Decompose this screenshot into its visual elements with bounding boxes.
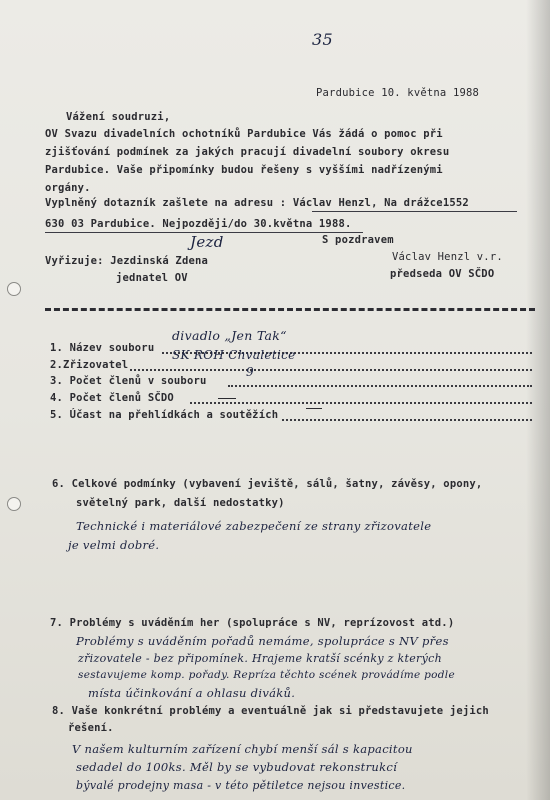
address-underline-1 — [312, 211, 517, 212]
question-6-line-1: 6. Celkové podmínky (vybavení jeviště, sálů, šatny, závěsy, opony, — [52, 478, 483, 490]
question-2-answer: SK ROH Chvaletice — [172, 348, 296, 362]
question-8-answer-1: V našem kulturním zařízení chybí menší sál s kapacitou — [72, 742, 413, 756]
punch-hole-top — [7, 282, 21, 296]
intro-line-2: zjišťování podmínek za jakých pracují divadelní soubory okresu — [45, 146, 450, 158]
question-7-answer-2: zřizovatele - bez připomínek. Hrajeme kratší scénky z kterých — [78, 652, 442, 665]
intro-line-1: OV Svazu divadelních ochotníků Pardubice Vás žádá o pomoc při — [45, 128, 443, 140]
question-3-dots — [228, 385, 532, 387]
return-line-1: Vyplněný dotazník zašlete na adresu : Václav Henzl, Na drážce1552 — [45, 197, 469, 209]
page-edge-shadow — [526, 0, 550, 800]
separator-line — [45, 308, 535, 311]
place-date: Pardubice 10. května 1988 — [316, 87, 480, 99]
question-3-answer: 9 — [246, 365, 254, 379]
question-3-label: 3. Počet členů v souboru — [50, 375, 207, 387]
question-6-line-2: světelný park, další nedostatky) — [76, 497, 285, 509]
question-7-answer-4: místa účinkování a ohlasu diváků. — [88, 686, 296, 700]
question-4-dash — [218, 398, 236, 399]
contact-left-role: jednatel OV — [116, 272, 188, 284]
question-2-dots — [130, 369, 532, 371]
salutation: Vážení soudruzi, — [66, 111, 171, 123]
contact-right-role: předseda OV SČDO — [390, 268, 495, 280]
question-8-line-1: 8. Vaše konkrétní problémy a eventuálně jak si představujete jejich — [52, 705, 489, 717]
question-2-label: 2.Zřizovatel — [50, 359, 129, 371]
intro-line-3: Pardubice. Vaše připomínky budou řešeny s vyššími nadřízenými — [45, 164, 443, 176]
question-4-label: 4. Počet členů SČDO — [50, 392, 174, 404]
question-6-answer-2: je velmi dobré. — [68, 538, 160, 552]
contact-right-name: Václav Henzl v.r. — [392, 251, 503, 263]
question-7-answer-1: Problémy s uváděním pořadů nemáme, spolupráce s NV přes — [76, 634, 449, 648]
closing: S pozdravem — [322, 234, 394, 246]
contact-left-label: Vyřizuje: Jezdinská Zdena — [45, 255, 209, 267]
question-7-answer-3: sestavujeme komp. pořady. Repríza těchto scének provádíme podle — [78, 669, 455, 681]
question-4-dots — [190, 402, 532, 404]
question-8-line-2: řešení. — [68, 722, 114, 734]
question-5-dots — [282, 419, 532, 421]
question-7-label: 7. Problémy s uváděním her (spolupráce s NV, reprízovost atd.) — [50, 617, 455, 629]
question-6-answer-1: Technické i materiálové zabezpečení ze strany zřizovatele — [76, 519, 432, 533]
return-line-2: 630 03 Pardubice. Nejpozději/do 30.května 1988. — [45, 218, 352, 230]
question-8-answer-3: bývalé prodejny masa - v této pětiletce nejsou investice. — [76, 779, 406, 792]
question-8-answer-2: sedadel do 100ks. Měl by se vybudovat rekonstrukcí — [76, 760, 398, 774]
page-number: 35 — [312, 30, 333, 49]
question-1-answer: divadlo „Jen Tak“ — [172, 328, 287, 343]
question-5-dash — [306, 408, 322, 409]
intro-line-4: orgány. — [45, 182, 91, 194]
question-1-label: 1. Název souboru — [50, 342, 155, 354]
question-5-label: 5. Účast na přehlídkách a soutěžích — [50, 409, 279, 421]
punch-hole-bottom — [7, 497, 21, 511]
signature: Jezd — [190, 233, 224, 251]
